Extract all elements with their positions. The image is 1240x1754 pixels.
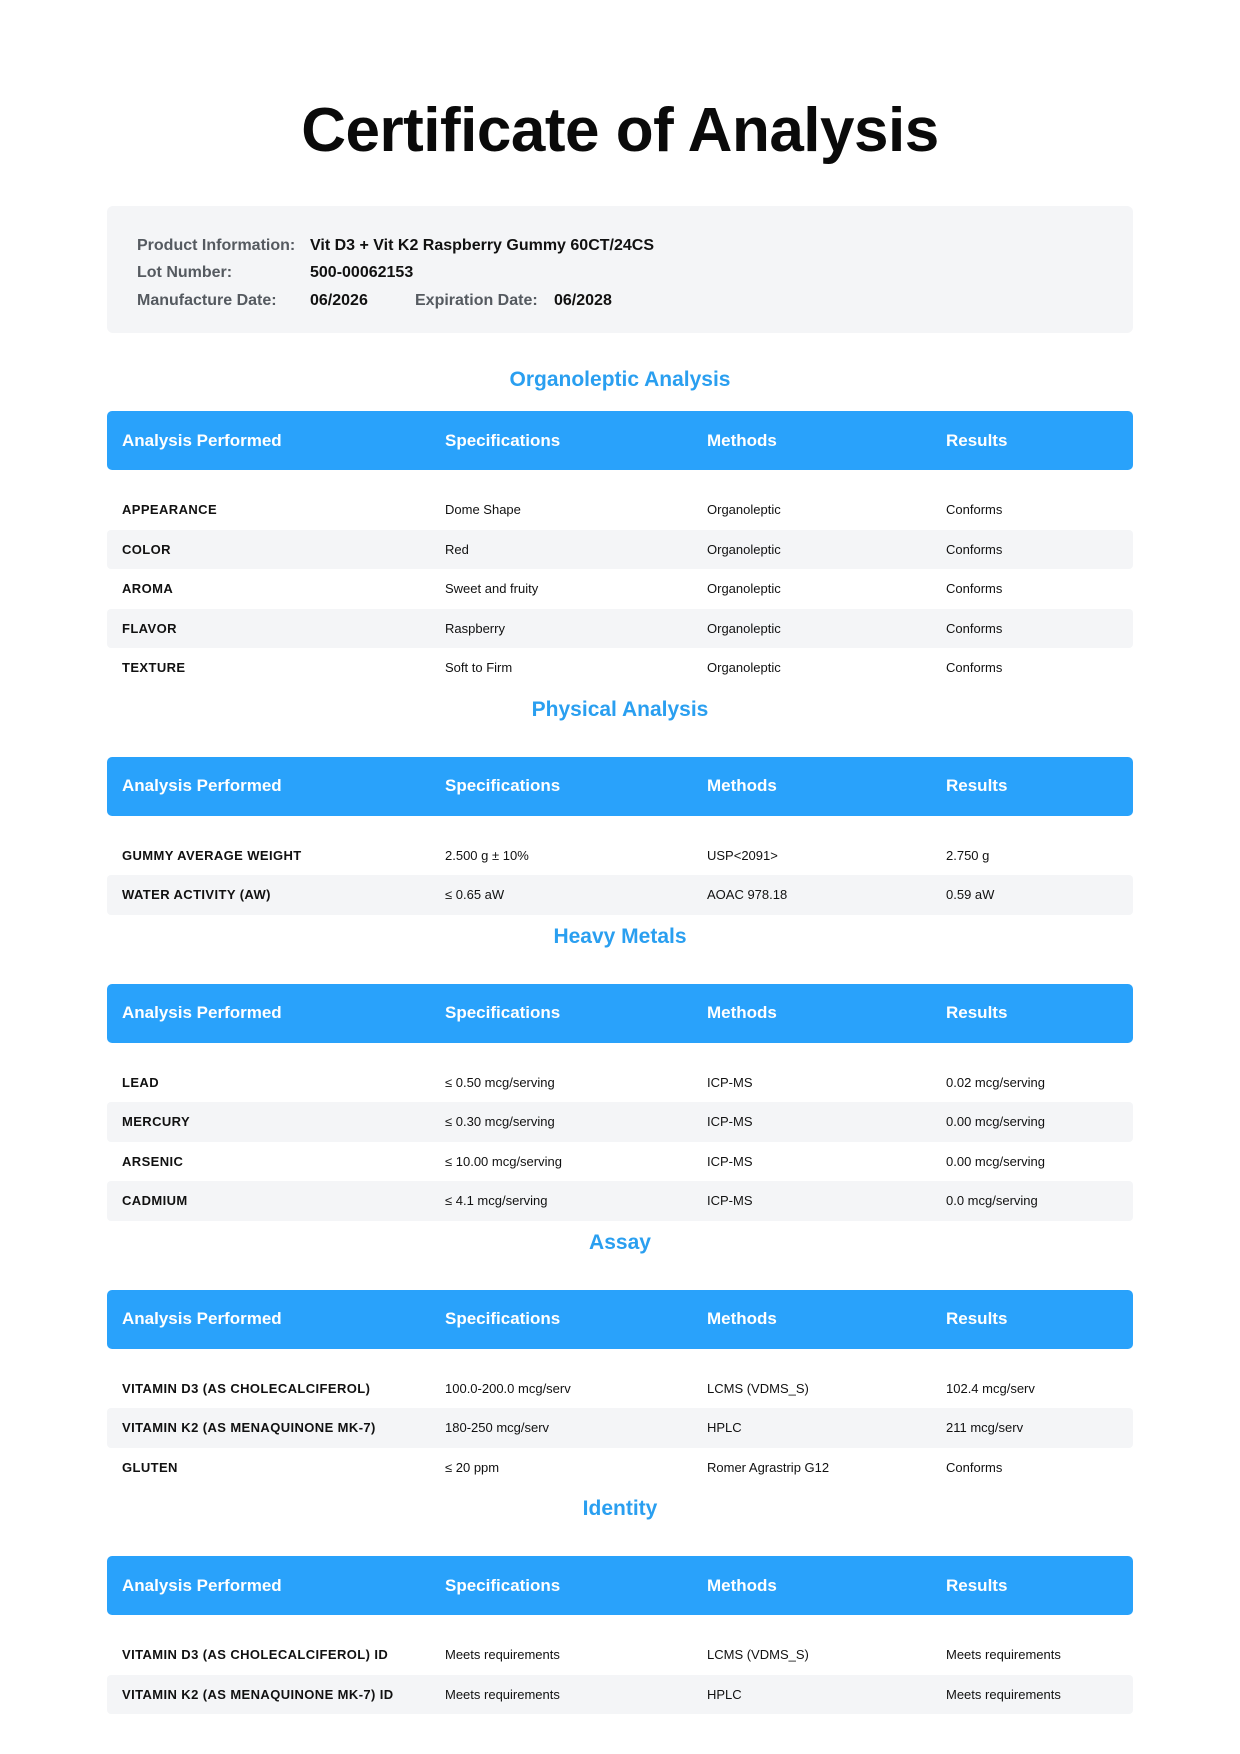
- table-header: [107, 1556, 1133, 1615]
- header-specifications: Specifications: [445, 776, 561, 795]
- analysis-section: [107, 688, 1133, 915]
- table-body: [107, 1349, 1133, 1488]
- header-specifications: Specifications: [445, 1575, 561, 1595]
- analysis-sections: [107, 333, 1133, 1714]
- table-row: [107, 648, 1133, 688]
- cell-methods: ICP-MS: [707, 1193, 753, 1209]
- table-row: [107, 1181, 1133, 1221]
- header-analysis-performed: Analysis Performed: [122, 1309, 282, 1328]
- header-methods: Methods: [707, 430, 777, 450]
- header-analysis-performed: Analysis Performed: [122, 1575, 282, 1595]
- cell-methods: LCMS (VDMS_S): [707, 1647, 809, 1663]
- table-row: [107, 1408, 1133, 1448]
- header-methods: Methods: [707, 1575, 777, 1595]
- cell-results: Meets requirements: [946, 1686, 1061, 1702]
- cell-analysis-performed: TEXTURE: [122, 660, 186, 676]
- cell-methods: Organoleptic: [707, 620, 781, 636]
- cell-methods: Organoleptic: [707, 502, 781, 518]
- expiration-date-label: Expiration Date:: [415, 291, 538, 309]
- table-row: [107, 490, 1133, 530]
- header-results: Results: [946, 776, 1008, 795]
- section-title: Heavy Metals: [553, 924, 687, 948]
- cell-analysis-performed: MERCURY: [122, 1114, 191, 1130]
- lot-number-row: [137, 260, 1103, 288]
- table-row: [107, 569, 1133, 609]
- cell-methods: USP<2091>: [707, 847, 778, 863]
- header-specifications: Specifications: [445, 430, 561, 450]
- header-specifications: Specifications: [445, 1003, 561, 1022]
- header-analysis-performed: Analysis Performed: [122, 776, 282, 795]
- section-title: Assay: [589, 1230, 651, 1254]
- cell-specifications: Raspberry: [445, 620, 505, 636]
- table-row: [107, 1369, 1133, 1409]
- expiration-date-value: 06/2028: [554, 291, 612, 309]
- header-results: Results: [946, 1309, 1008, 1328]
- analysis-section: [107, 333, 1133, 688]
- header-analysis-performed: Analysis Performed: [122, 430, 282, 450]
- analysis-section: [107, 915, 1133, 1221]
- cell-results: 0.02 mcg/serving: [946, 1074, 1045, 1090]
- cell-methods: Organoleptic: [707, 581, 781, 597]
- cell-specifications: Sweet and fruity: [445, 581, 539, 597]
- cell-analysis-performed: GLUTEN: [122, 1459, 178, 1475]
- table-row: [107, 1448, 1133, 1488]
- analysis-section: [107, 1221, 1133, 1488]
- cell-specifications: ≤ 20 ppm: [445, 1459, 500, 1475]
- header-methods: Methods: [707, 1003, 777, 1022]
- cell-results: Conforms: [946, 541, 1003, 557]
- header-methods: Methods: [707, 776, 777, 795]
- table-body: [107, 470, 1133, 688]
- product-info-value: Vit D3 + Vit K2 Raspberry Gummy 60CT/24CS: [310, 236, 654, 254]
- table-body: [107, 1615, 1133, 1714]
- cell-results: Conforms: [946, 660, 1003, 676]
- cell-specifications: 2.500 g ± 10%: [445, 847, 529, 863]
- cell-specifications: Red: [445, 541, 469, 557]
- cell-specifications: ≤ 0.30 mcg/serving: [445, 1114, 555, 1130]
- cell-methods: AOAC 978.18: [707, 887, 788, 903]
- cell-results: Meets requirements: [946, 1647, 1061, 1663]
- cell-methods: LCMS (VDMS_S): [707, 1380, 809, 1396]
- cell-analysis-performed: LEAD: [122, 1074, 159, 1090]
- product-info-row: [137, 232, 1103, 260]
- table-row: [107, 609, 1133, 649]
- header-results: Results: [946, 1575, 1008, 1595]
- cell-specifications: ≤ 4.1 mcg/serving: [445, 1193, 548, 1209]
- analysis-section: [107, 1487, 1133, 1714]
- cell-analysis-performed: FLAVOR: [122, 620, 177, 636]
- cell-analysis-performed: CADMIUM: [122, 1193, 188, 1209]
- cell-analysis-performed: WATER ACTIVITY (AW): [122, 887, 271, 903]
- dates-row: [137, 287, 1103, 315]
- cell-methods: Romer Agrastrip G12: [707, 1459, 830, 1475]
- table-row: [107, 875, 1133, 915]
- cell-results: 211 mcg/serv: [946, 1420, 1024, 1436]
- cell-specifications: Meets requirements: [445, 1647, 560, 1663]
- table-row: [107, 1142, 1133, 1182]
- cell-specifications: Meets requirements: [445, 1686, 560, 1702]
- header-results: Results: [946, 1003, 1008, 1022]
- cell-analysis-performed: VITAMIN D3 (AS CHOLECALCIFEROL) ID: [122, 1647, 389, 1663]
- cell-analysis-performed: ARSENIC: [122, 1153, 184, 1169]
- cell-analysis-performed: VITAMIN K2 (AS MENAQUINONE MK-7): [122, 1420, 376, 1436]
- cell-results: Conforms: [946, 502, 1003, 518]
- table-body: [107, 1043, 1133, 1221]
- header-analysis-performed: Analysis Performed: [122, 1003, 282, 1022]
- table-row: [107, 530, 1133, 570]
- cell-specifications: ≤ 0.50 mcg/serving: [445, 1074, 555, 1090]
- cell-specifications: 180-250 mcg/serv: [445, 1420, 550, 1436]
- cell-analysis-performed: VITAMIN D3 (AS CHOLECALCIFEROL): [122, 1380, 371, 1396]
- cell-results: 0.00 mcg/serving: [946, 1153, 1045, 1169]
- cell-results: Conforms: [946, 1459, 1003, 1475]
- product-info-label: Product Information:: [137, 236, 296, 254]
- cell-methods: ICP-MS: [707, 1153, 753, 1169]
- cell-results: 0.59 aW: [946, 887, 995, 903]
- cell-methods: ICP-MS: [707, 1074, 753, 1090]
- section-title: Organoleptic Analysis: [509, 368, 731, 391]
- table-row: [107, 1063, 1133, 1103]
- header-results: Results: [946, 430, 1008, 450]
- cell-methods: ICP-MS: [707, 1114, 753, 1130]
- cell-analysis-performed: COLOR: [122, 541, 171, 557]
- table-header: [107, 1290, 1133, 1349]
- section-title: Identity: [582, 1497, 658, 1520]
- table-row: [107, 836, 1133, 876]
- header-specifications: Specifications: [445, 1309, 561, 1328]
- table-row: [107, 1675, 1133, 1715]
- table-header: [107, 757, 1133, 816]
- cell-methods: HPLC: [707, 1686, 742, 1702]
- cell-results: Conforms: [946, 581, 1003, 597]
- table-body: [107, 816, 1133, 915]
- table-row: [107, 1102, 1133, 1142]
- cell-results: 102.4 mcg/serv: [946, 1380, 1035, 1396]
- cell-results: 2.750 g: [946, 847, 990, 863]
- table-row: [107, 1635, 1133, 1675]
- cell-specifications: 100.0-200.0 mcg/serv: [445, 1380, 571, 1396]
- lot-number-label: Lot Number:: [137, 264, 233, 282]
- section-title: Physical Analysis: [531, 697, 709, 721]
- cell-methods: Organoleptic: [707, 660, 781, 676]
- cell-analysis-performed: VITAMIN K2 (AS MENAQUINONE MK-7) ID: [122, 1686, 394, 1702]
- cell-methods: Organoleptic: [707, 541, 781, 557]
- cell-results: 0.00 mcg/serving: [946, 1114, 1045, 1130]
- table-header: [107, 411, 1133, 470]
- cell-analysis-performed: APPEARANCE: [122, 502, 218, 518]
- cell-analysis-performed: AROMA: [122, 581, 174, 597]
- cell-specifications: ≤ 10.00 mcg/serving: [445, 1153, 562, 1169]
- cell-results: 0.0 mcg/serving: [946, 1193, 1038, 1209]
- cell-specifications: Dome Shape: [445, 502, 521, 518]
- cell-specifications: ≤ 0.65 aW: [445, 887, 505, 903]
- lot-number-value: 500-00062153: [310, 264, 414, 282]
- document-title: Certificate of Analysis: [301, 96, 939, 165]
- cell-specifications: Soft to Firm: [445, 660, 513, 676]
- header-methods: Methods: [707, 1309, 777, 1328]
- cell-analysis-performed: GUMMY AVERAGE WEIGHT: [122, 847, 302, 863]
- manufacture-date-label: Manufacture Date:: [137, 291, 277, 309]
- table-header: [107, 984, 1133, 1043]
- manufacture-date-value: 06/2026: [310, 291, 368, 309]
- product-info-box: [107, 206, 1133, 333]
- cell-methods: HPLC: [707, 1420, 742, 1436]
- cell-results: Conforms: [946, 620, 1003, 636]
